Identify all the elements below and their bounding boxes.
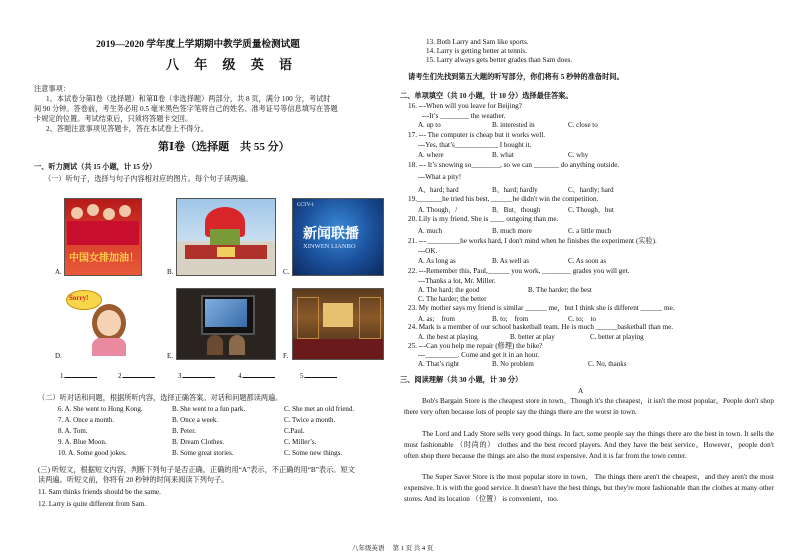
picture-c-channel: CCTV-1 bbox=[297, 203, 315, 208]
q19-option-a[interactable]: A. Though，/ bbox=[418, 206, 458, 214]
q23-option-c[interactable]: C. to; to bbox=[568, 315, 597, 323]
q16-option-a[interactable]: A. up to bbox=[418, 121, 441, 129]
q20-option-b[interactable]: B. much more bbox=[492, 227, 532, 235]
picture-a-volleyball-team bbox=[64, 198, 142, 276]
question-18: 18. --- It’s snowing so________, so we can _______ do anything outside. bbox=[408, 161, 620, 169]
picture-f-theater bbox=[292, 288, 384, 360]
answer-blank-1[interactable] bbox=[60, 372, 97, 380]
q6-option-c[interactable]: C. She met an old friend. bbox=[284, 405, 355, 413]
q18-option-a[interactable]: A、hard; hard bbox=[418, 186, 459, 194]
listening-sub1: （一）听句子，选择与句子内容相对应的图片。每个句子读两遍。 bbox=[44, 175, 253, 183]
picture-c-news-logo bbox=[292, 198, 384, 276]
q25-option-a[interactable]: A. That’s right bbox=[418, 360, 459, 368]
picture-d-girl-cartoon bbox=[64, 288, 140, 358]
q21-option-b[interactable]: B. As well as bbox=[492, 257, 529, 265]
notes-line-2: 间 90 分钟。答卷前，考生务必用 0.5 毫米黑色签字笔将自己的姓名、准考证号等信息填写在答题 bbox=[34, 105, 338, 113]
part3-heading: 三、阅读理解（共 30 小题，计 30 分） bbox=[400, 376, 523, 384]
picture-a-label: A. bbox=[55, 268, 62, 276]
question-19: 19._______he tried his best, ______he didn't win the competition. bbox=[408, 195, 599, 203]
q25-option-b[interactable]: B. No problem bbox=[492, 360, 534, 368]
question-14: 14. Larry is getting better at tennis. bbox=[426, 47, 527, 55]
notes-heading: 注意事项： bbox=[34, 85, 70, 93]
passage-a-label: A bbox=[578, 387, 584, 395]
passage-a-paragraph-1: Bob's Bargain Store is the cheapest store in town。Though it's the cheapest，it isn't the most popular。People don't shop there very often because lots of people say the things there are the worst in town. bbox=[404, 397, 774, 416]
part2-heading: 二、单项填空（共 10 小题，计 10 分）选择最佳答案。 bbox=[400, 92, 573, 100]
q25-option-c[interactable]: C. No, thanks bbox=[588, 360, 627, 368]
q17-option-a[interactable]: A. where bbox=[418, 151, 444, 159]
q20-option-c[interactable]: C. a little much bbox=[568, 227, 612, 235]
q8-option-a[interactable]: 8. A. Tom. bbox=[58, 427, 88, 435]
q23-option-b[interactable]: B. to; from bbox=[492, 315, 529, 323]
question-13: 13. Both Larry and Sam like sports. bbox=[426, 38, 529, 46]
question-21-reply: ---OK. bbox=[418, 247, 438, 255]
question-17: 17. --- The computer is cheap but it works well. bbox=[408, 131, 545, 139]
q17-option-b[interactable]: B. what bbox=[492, 151, 514, 159]
q21-option-a[interactable]: A. As long as bbox=[418, 257, 456, 265]
q24-option-a[interactable]: A. the best at playing bbox=[418, 333, 478, 341]
q24-option-b[interactable]: B. better at play bbox=[510, 333, 555, 341]
q10-option-b[interactable]: B. Some great stories. bbox=[172, 449, 234, 457]
part1-heading: 第Ⅰ卷（选择题 共 55 分） bbox=[158, 141, 290, 153]
question-23: 23. My mother says my friend is similar ______ me，but I think she is different ______ me. bbox=[408, 304, 675, 312]
picture-f-label: F. bbox=[283, 352, 289, 360]
answer-label-4: 4. bbox=[238, 372, 244, 380]
notes-line-1: 1、本试卷分第Ⅰ卷（选择题）和第Ⅱ卷（非选择题）两部分，共 8 页，满分 100 分，考试时 bbox=[46, 95, 331, 103]
q24-option-c[interactable]: C. better at playing bbox=[590, 333, 644, 341]
answer-label-1: 1. bbox=[60, 372, 66, 380]
q21-option-c[interactable]: C. As soon as bbox=[568, 257, 607, 265]
q19-option-b[interactable]: B．But，though bbox=[492, 206, 541, 214]
q7-option-b[interactable]: B. Once a week. bbox=[172, 416, 219, 424]
answer-blank-2[interactable] bbox=[118, 372, 155, 380]
q20-option-a[interactable]: A. much bbox=[418, 227, 443, 235]
question-15: 15. Larry always gets better grades than Sam does. bbox=[426, 56, 573, 64]
answer-label-3: 3. bbox=[178, 372, 184, 380]
subject-title: 八 年 级 英 语 bbox=[166, 57, 299, 72]
question-25-reply: ---_________. Come and get it in an hour. bbox=[418, 351, 540, 359]
question-25: 25. ---Can you help me repair (修理) the bike? bbox=[408, 342, 543, 350]
passage-a-paragraph-2: The Lord and Lady Store sells very good things. In fact, some people say the things there are the best in town. It sells the most fashionable （时尚的） clothes and the best record players. And they have the best service。However，people don't often shop there because the things are also the most expensive. And it is far from the town center. bbox=[404, 430, 774, 460]
passage-a-paragraph-3: The Super Saver Store is the most popular store in town． The things there aren't the cheapest，and they aren't the most expensive. It is with the good service. It doesn't have the best things, but they're more fashionable than the clothes at many other stores. And its location （位置） is convenient，too. bbox=[404, 473, 774, 503]
picture-e-label: E. bbox=[167, 352, 174, 360]
picture-b-label: B. bbox=[167, 268, 174, 276]
q9-option-c[interactable]: C. Miller’s. bbox=[284, 438, 317, 446]
q22-option-a[interactable]: A. The hard; the good bbox=[418, 286, 480, 294]
question-22-reply: ---Thanks a lot, Mr. Miller. bbox=[418, 277, 496, 285]
answer-blank-3[interactable] bbox=[178, 372, 215, 380]
q7-option-a[interactable]: 7. A. Once a month. bbox=[58, 416, 115, 424]
q8-option-c[interactable]: C.Paul. bbox=[284, 427, 305, 435]
picture-e-watching-tv bbox=[176, 288, 276, 360]
q9-option-b[interactable]: B. Dream Clothes. bbox=[172, 438, 225, 446]
listening-sub2: （二）听对话和问题，根据所听内容，选择正确答案。对话和问题都读两遍。 bbox=[38, 394, 283, 402]
question-16-reply: ---It’s ________ the weather. bbox=[422, 112, 506, 120]
question-21: 21. --- _________he works hard, I don't mind when he finishes the experiment (实验). bbox=[408, 237, 657, 245]
listening-sub3-line1: (三) 听短文，根据短文内容，判断下列句子是否正确，正确的用“A”表示，不正确的用“B”表示。短文 bbox=[38, 466, 355, 474]
q18-option-b[interactable]: B、hard; hardly bbox=[492, 186, 538, 194]
notes-line-3: 卡规定的位置。考试结束后，只须将答题卡交回。 bbox=[34, 115, 193, 123]
q16-option-b[interactable]: B. interested in bbox=[492, 121, 535, 129]
answer-blank-5[interactable] bbox=[300, 372, 337, 380]
q18-option-c[interactable]: C、hardly; hard bbox=[568, 186, 614, 194]
picture-c-label: C. bbox=[283, 268, 290, 276]
q10-option-c[interactable]: C. Some new things. bbox=[284, 449, 343, 457]
notes-line-4: 2、答题注意事项见答题卡，答在本试卷上不得分。 bbox=[46, 125, 208, 133]
picture-b-flower-basket bbox=[176, 198, 276, 276]
question-16: 16. ---When will you leave for Beijing? bbox=[408, 102, 522, 110]
answer-label-5: 5. bbox=[300, 372, 306, 380]
q6-option-a[interactable]: 6. A. She went to Hong Kong. bbox=[58, 405, 143, 413]
answer-label-2: 2. bbox=[118, 372, 124, 380]
answer-blank-4[interactable] bbox=[238, 372, 275, 380]
q22-option-c[interactable]: C. The harder; the better bbox=[418, 295, 487, 303]
question-22: 22. ---Remember this, Paul,______ you work, ________ grades you will get. bbox=[408, 267, 630, 275]
q17-option-c[interactable]: C. why bbox=[568, 151, 589, 159]
q16-option-c[interactable]: C. close to bbox=[568, 121, 598, 129]
q10-option-a[interactable]: 10. A. Some good jokes. bbox=[58, 449, 127, 457]
picture-c-pinyin: XINWEN LIANBO bbox=[303, 243, 356, 250]
question-20: 20. Lily is my friend. She is ____ outgoing than me. bbox=[408, 215, 559, 223]
q22-option-b[interactable]: B. The harder; the best bbox=[528, 286, 592, 294]
question-24: 24. Mark is a member of our school basketball team. He is much ______basketball than me. bbox=[408, 323, 674, 331]
picture-d-label: D. bbox=[55, 352, 62, 360]
question-11: 11. Sam thinks friends should be the same. bbox=[38, 488, 161, 496]
q7-option-c[interactable]: C. Twice a month. bbox=[284, 416, 336, 424]
page-footer: 八年级英语 第 1 页 共 4 页 bbox=[352, 545, 434, 552]
picture-d-bubble: Sorry! bbox=[69, 294, 89, 302]
q9-option-a[interactable]: 9. A. Blue Moon. bbox=[58, 438, 107, 446]
q19-option-c[interactable]: C. Though，but bbox=[568, 206, 614, 214]
question-18-reply: ---What a pity! bbox=[418, 173, 462, 181]
q23-option-a[interactable]: A. as; from bbox=[418, 315, 455, 323]
listening-heading: 一、听力测试（共 15 小题，计 15 分） bbox=[34, 163, 157, 171]
picture-a-banner: 中国女排加油！ bbox=[69, 253, 139, 264]
listening-sub3-line2: 读两遍。听短文前，你将有 20 秒钟的时间来阅读下列句子。 bbox=[38, 476, 229, 484]
q6-option-b[interactable]: B. She went to a fun park. bbox=[172, 405, 246, 413]
q8-option-b[interactable]: B. Peter. bbox=[172, 427, 196, 435]
dictation-notice: 请考生们先找到第五大题的听写部分，你们将有 5 秒钟的准备时间。 bbox=[408, 73, 624, 81]
picture-c-title: 新闻联播 bbox=[303, 227, 359, 242]
question-12: 12. Larry is quite different from Sam. bbox=[38, 500, 147, 508]
question-17-reply: ---Yes, that’s____________ I bought it. bbox=[418, 141, 532, 149]
exam-title: 2019—2020 学年度上学期期中教学质量检测试题 bbox=[96, 39, 300, 50]
